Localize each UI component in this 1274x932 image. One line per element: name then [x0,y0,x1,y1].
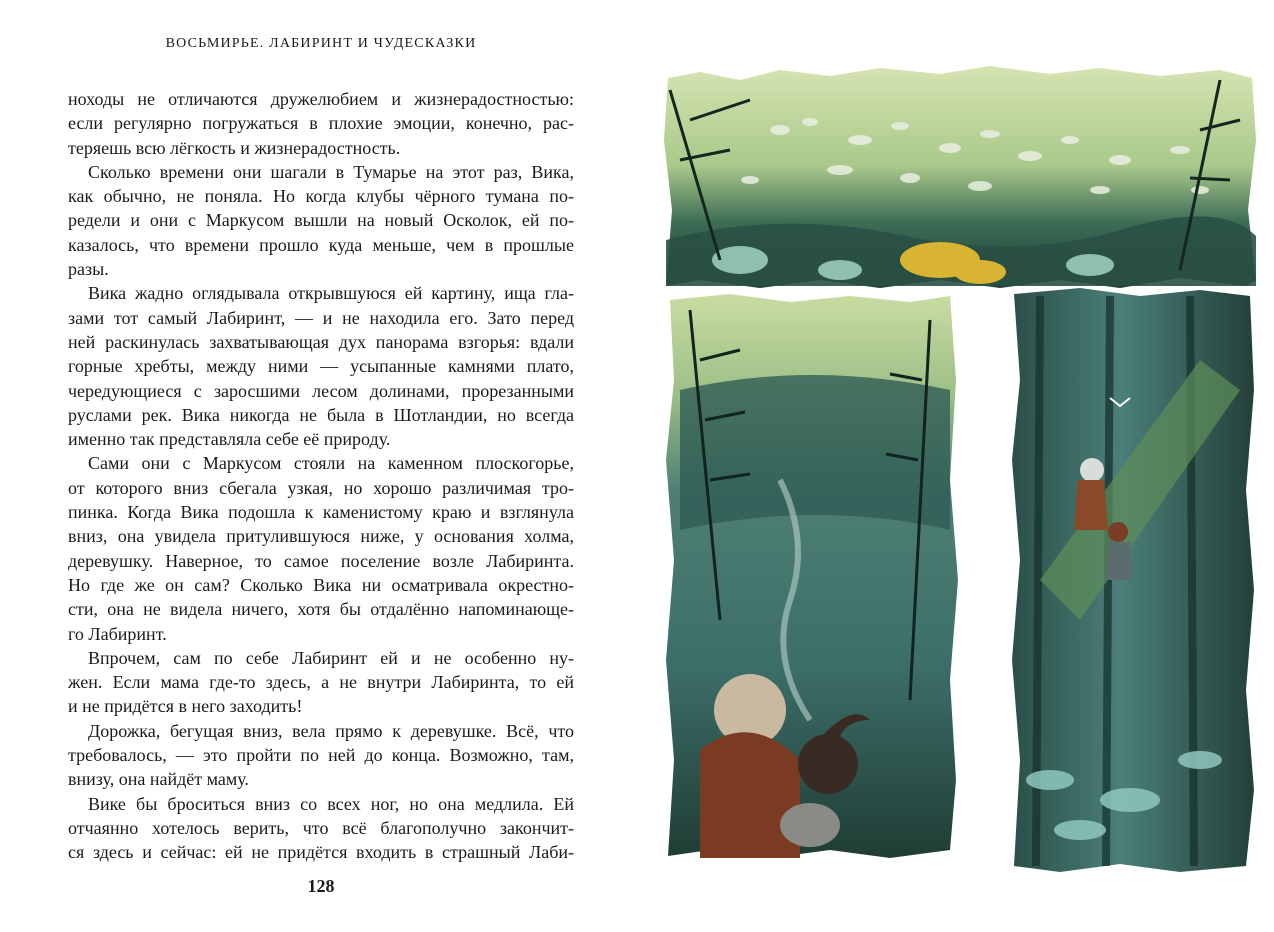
text-line: деревушку. Наверное, то самое поселение возле Лабиринта. [68,550,574,571]
text-line: сти, она не видела ничего, хотя бы отдалённо напоминающе- [68,599,574,620]
text-line: ся здесь и сейчас: ей не придётся входить в страшный Лаби- [68,842,574,863]
text-line: именно так представляла себе её природу. [68,429,391,450]
text-line: руслами рек. Вика никогда не была в Шотландии, но всегда [68,404,574,425]
text-line: отчаянно хотелось верить, что всё благополучно закончит- [68,817,574,838]
text-line: как обычно, не поняла. Но когда клубы чёрного тумана по- [68,186,574,207]
text-line: го Лабиринт. [68,623,167,644]
text-line: зами тот самый Лабиринт, — и не находила его. Зато перед [68,307,574,328]
text-line: казалось, что времени прошло куда меньше, чем в прошлые [68,234,574,255]
text-line: Вике бы броситься вниз со всех ног, но она медлила. Ей [88,793,574,814]
text-line: Сами они с Маркусом стояли на каменном плоскогорье, [88,453,574,474]
text-line: Вика жадно оглядывала открывшуюся ей картину, ища гла- [88,283,574,304]
right-panel [1012,288,1254,872]
text-line: ноходы не отличаются дружелюбием и жизнерадостностью: [68,89,574,109]
text-line: пинка. Когда Вика подошла к каменистому краю и взглянула [68,502,574,523]
page-number: 128 [307,876,335,896]
text-line: чередующиеся с заросшими лесом долинами, прорезанными [68,380,574,401]
text-line: Сколько времени они шагали в Тумарье на этот раз, Вика, [88,161,574,182]
text-line: жен. Если мама где-то здесь, а не внутри Лабиринта, то ей [68,672,574,693]
left-panel [666,294,958,858]
text-line: разы. [68,259,109,280]
running-head: ВОСЬМИРЬЕ. ЛАБИРИНТ И ЧУДЕСКАЗКИ [165,36,477,51]
text-line: если регулярно погружаться в плохие эмоции, конечно, рас- [68,113,574,134]
text-line: горные хребты, между ними — усыпанные камнями плато, [68,356,574,377]
text-line: Дорожка, бегущая вниз, вела прямо к деревушке. Всё, что [88,720,574,741]
illustration-svg [660,60,1260,875]
text-line: Но где же он сам? Сколько Вика ни осматривала окрестно- [68,574,574,595]
text-line: внизу, она найдёт маму. [68,769,249,790]
text-line: вниз, она увидела притулившуюся ниже, у основания холма, [68,526,574,547]
text-line: ней раскинулась захватывающая дух панорама взгорья: вдали [68,331,574,352]
text-line: и не придётся в него заходить! [68,696,303,717]
text-line: требовалось, — это пройти по ней до конца. Возможно, там, [68,745,574,766]
top-panel [664,66,1256,288]
body-text [68,87,574,865]
text-line: Впрочем, сам по себе Лабиринт ей и не особенно ну- [88,647,574,668]
text-line: от которого вниз сбегала узкая, но хорошо различимая тро- [68,477,574,498]
text-line: теряешь всю лёгкость и жизнерадостность. [68,137,401,158]
text-line: редели и они с Маркусом вышли на новый Осколок, ей по- [68,210,574,231]
illustration [660,60,1260,875]
